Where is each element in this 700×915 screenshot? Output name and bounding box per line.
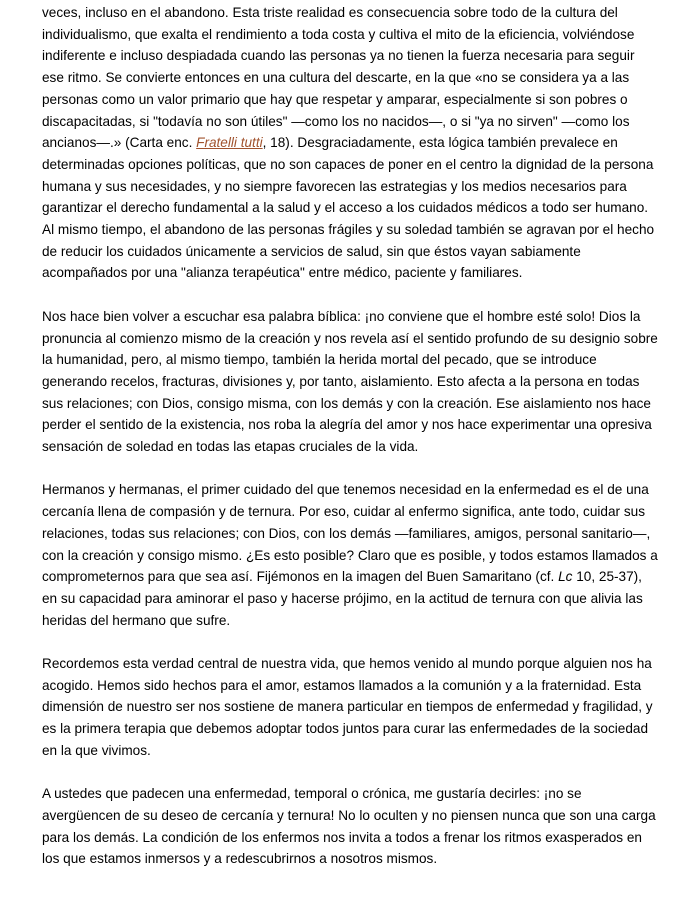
paragraph-1	[42, 2, 658, 284]
paragraph-1-text-before-link: veces, incluso en el abandono. Esta triste realidad es consecuencia sobre todo de la cultura del individualismo, que exalta el rendimiento a toda costa y cultiva el mito de la eficiencia, volviéndose indiferente e incluso despiadada cuando las personas ya no tienen la fuerza necesaria para seguir ese ritmo. Se convierte entonces en una cultura del descarte, en la que «no se considera ya a las personas como un valor primario que hay que respetar y amparar, especialmente si son pobres o discapacitadas, si "todavía no son útiles" —como los no nacidos—, o si "ya no sirven" —como los ancianos—.» (Carta enc.	[42, 5, 635, 151]
paragraph-3-text-after-ref: 10, 25-37), en su capacidad para aminorar el paso y hacerse prójimo, en la actitud de ternura con que alivia las heridas del hermano que sufre.	[42, 569, 643, 628]
paragraph-3-text-before-ref: Hermanos y hermanas, el primer cuidado del que tenemos necesidad en la enfermedad es el de una cercanía llena de compasión y de ternura. Por eso, cuidar al enfermo significa, ante todo, cuidar sus relaciones, todas sus relaciones; con Dios, con los demás —familiares, amigos, personal sanitario—, con la creación y consigo mismo. ¿Es esto posible? Claro que es posible, y todos estamos llamados a comprometernos para que sea así. Fijémonos en la imagen del Buen Samaritano (cf.	[42, 482, 658, 585]
paragraph-4: Recordemos esta verdad central de nuestra vida, que hemos venido al mundo porque alguien nos ha acogido. Hemos sido hechos para el amor, estamos llamados a la comunión y a la fraternidad. Esta dimensión de nuestro ser nos sostiene de manera particular en tiempos de enfermedad y fragilidad, y es la primera terapia que debemos adoptar todos juntos para curar las enfermedades de la sociedad en la que vivimos.	[42, 656, 653, 758]
paragraph-2: Nos hace bien volver a escuchar esa palabra bíblica: ¡no conviene que el hombre esté solo! Dios la pronuncia al comienzo mismo de la creación y nos revela así el sentido profundo de su designio sobre la humanidad, pero, al mismo tiempo, también la herida mortal del pecado, que se introduce generando recelos, fracturas, divisiones y, por tanto, aislamiento. Esto afecta a la persona en todas sus relaciones; con Dios, consigo misma, con los demás y con la creación. Ese aislamiento nos hace perder el sentido de la existencia, nos roba la alegría del amor y nos hace experimentar una opresiva sensación de soledad en todas las etapas cruciales de la vida.	[42, 308, 658, 455]
scripture-reference-lc: Lc	[558, 569, 573, 585]
fratelli-tutti-link[interactable]: Fratelli tutti	[196, 135, 263, 151]
paragraph-3	[42, 479, 658, 631]
paragraph-5: A ustedes que padecen una enfermedad, temporal o crónica, me gustaría decirles: ¡no se avergüencen de su deseo de cercanía y ternura! No lo oculten y no piensen nunca que son una carga para los demás. La condición de los enfermos nos invita a todos a frenar los ritmos exasperados en los que estamos inmersos y a redescubrirnos a nosotros mismos.	[42, 786, 656, 867]
paragraph-1-text-after-link: , 18). Desgraciadamente, esta lógica también prevalece en determinadas opciones políticas, que no son capaces de poner en el centro la dignidad de la persona humana y sus necesidades, y no siempre favorecen las estrategias y los medios necesarios para garantizar el derecho fundamental a la salud y el acceso a los cuidados médicos a todo ser humano. Al mismo tiempo, el abandono de las personas frágiles y su soledad también se agravan por el hecho de reducir los cuidados únicamente a servicios de salud, sin que éstos vayan sabiamente acompañados por una "alianza terapéutica" entre médico, paciente y familiares.	[42, 135, 655, 281]
